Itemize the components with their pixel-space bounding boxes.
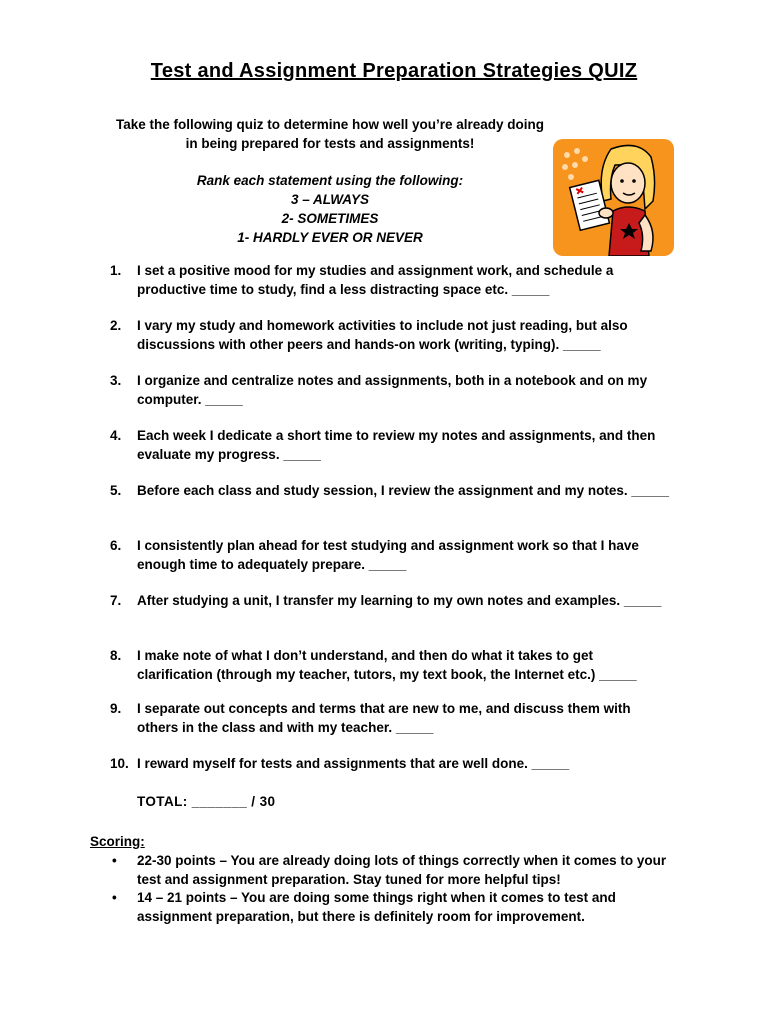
quiz-item-2 [110, 317, 670, 354]
bullet-icon: • [112, 853, 117, 868]
quiz-item-text: I consistently plan ahead for test studying and assignment work so that I have enough time to adequately prepare. _____ [137, 538, 639, 572]
girl-holding-paper-icon [553, 139, 674, 256]
scoring-item-1 [112, 852, 672, 889]
quiz-item-3 [110, 372, 670, 409]
quiz-item-text: I separate out concepts and terms that are new to me, and discuss them with others in the class and with my teacher. _____ [137, 701, 631, 735]
rank-option-3: 3 – ALWAYS [290, 192, 370, 207]
page-title: Test and Assignment Preparation Strategies QUIZ [150, 60, 638, 82]
quiz-item-text: Before each class and study session, I review the assignment and my notes. _____ [137, 483, 669, 498]
intro-text: Take the following quiz to determine how well you’re already doing in being prepared for tests and assignments! [115, 117, 545, 151]
quiz-item-number: 9. [110, 701, 122, 716]
quiz-item-5 [110, 482, 670, 501]
quiz-item-number: 8. [110, 648, 122, 663]
quiz-item-1 [110, 262, 670, 299]
quiz-item-text: I vary my study and homework activities to include not just reading, but also discussions with other peers and hands-on work (writing, typing). _____ [137, 318, 628, 352]
rank-option-2: 2- SOMETIMES [281, 211, 379, 226]
quiz-item-8 [110, 647, 670, 684]
quiz-item-number: 5. [110, 483, 122, 498]
quiz-item-text: I set a positive mood for my studies and assignment work, and schedule a productive time to study, find a less distracting space etc. _____ [137, 263, 614, 297]
quiz-item-text: Each week I dedicate a short time to review my notes and assignments, and then evaluate my progress. _____ [137, 428, 656, 462]
rank-option-1: 1- HARDLY EVER OR NEVER [237, 230, 423, 245]
rank-heading: Rank each statement using the following: [196, 173, 464, 188]
quiz-item-text: I make note of what I don’t understand, and then do what it takes to get clarification (through my teacher, tutors, my text book, the Internet etc.) _____ [137, 648, 637, 682]
total-line: TOTAL: _______ / 30 [137, 794, 276, 809]
quiz-item-number: 3. [110, 373, 122, 388]
quiz-item-number: 6. [110, 538, 122, 553]
quiz-item-text: I organize and centralize notes and assignments, both in a notebook and on my computer. _____ [137, 373, 648, 407]
quiz-item-9 [110, 700, 670, 737]
quiz-item-number: 4. [110, 428, 122, 443]
scoring-item-2 [112, 889, 672, 926]
rank-instructions [110, 171, 550, 247]
quiz-item-number: 2. [110, 318, 122, 333]
quiz-item-number: 7. [110, 593, 122, 608]
quiz-item-number: 10. [110, 756, 129, 771]
quiz-item-10 [110, 755, 670, 774]
quiz-item-4 [110, 427, 670, 464]
scoring-item-text: 14 – 21 points – You are doing some things right when it comes to test and assignment preparation, but there is definitely room for improvement. [137, 890, 616, 924]
bullet-icon: • [112, 890, 117, 905]
quiz-item-number: 1. [110, 263, 122, 278]
scoring-heading: Scoring: [90, 834, 145, 849]
quiz-item-6 [110, 537, 670, 574]
quiz-item-text: After studying a unit, I transfer my learning to my own notes and examples. _____ [137, 593, 662, 608]
scoring-item-text: 22-30 points – You are already doing lots of things correctly when it comes to your test and assignment preparation. Stay tuned for more helpful tips! [137, 853, 667, 887]
quiz-item-7 [110, 592, 670, 611]
quiz-item-text: I reward myself for tests and assignments that are well done. _____ [137, 756, 570, 771]
